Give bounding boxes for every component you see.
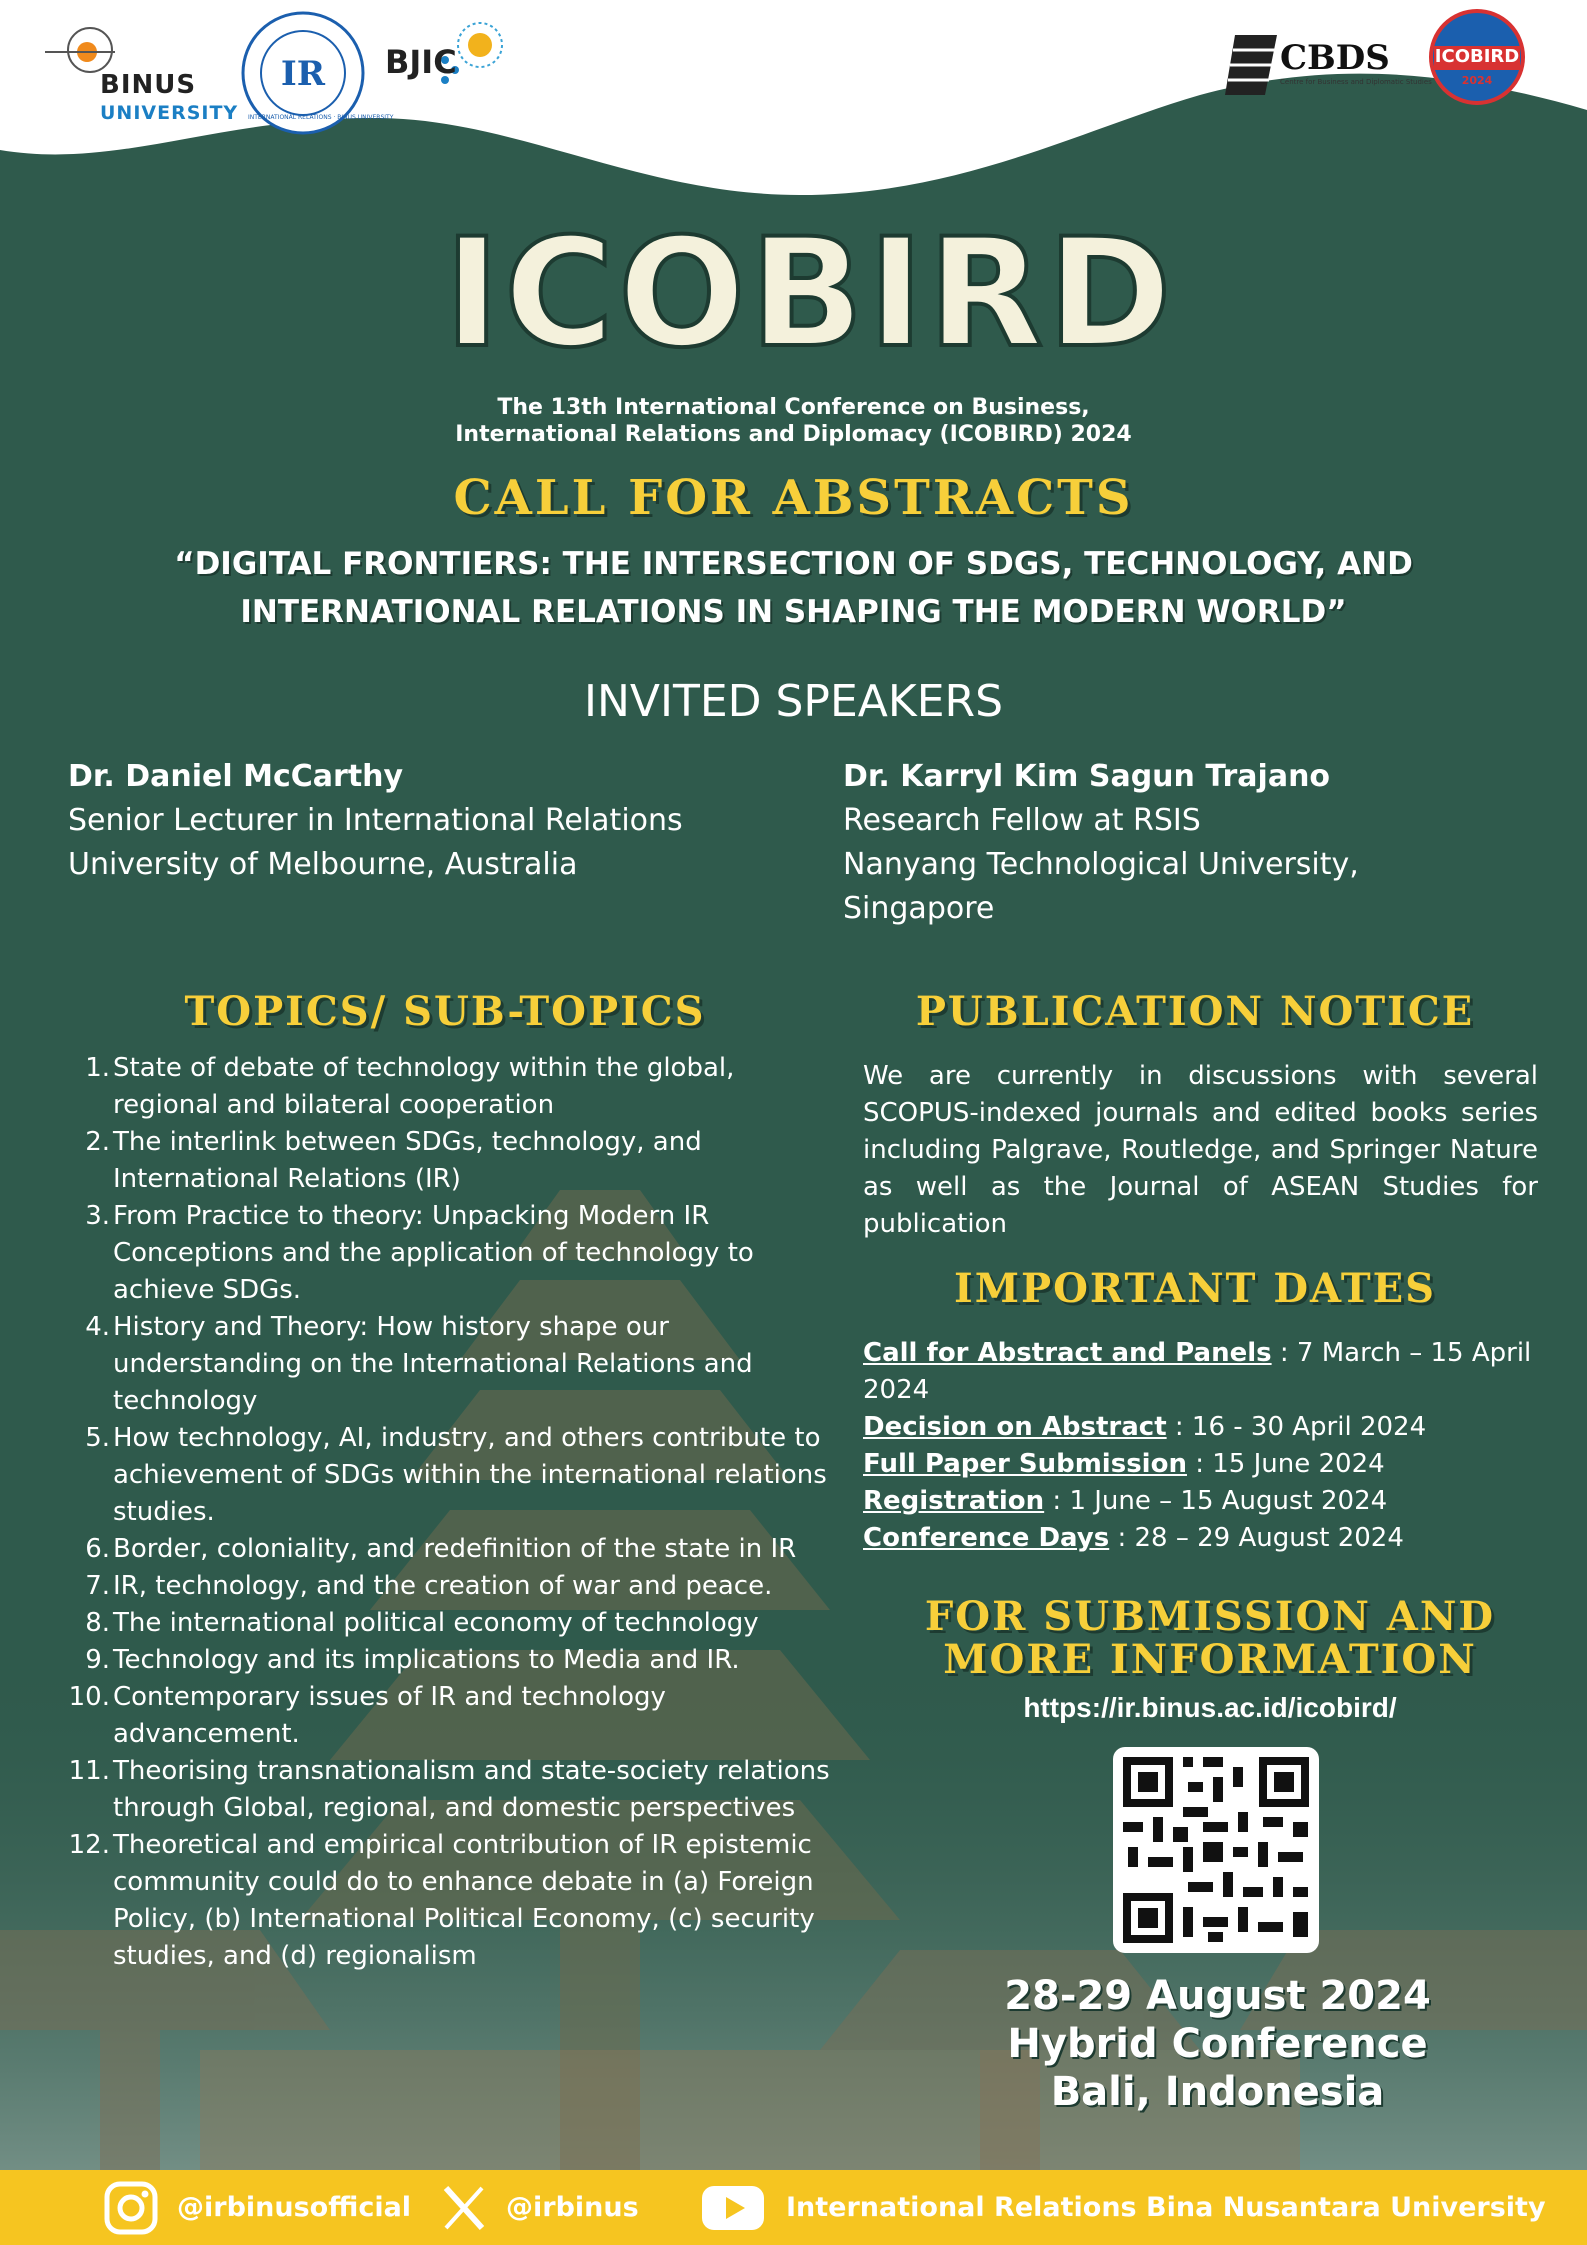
icobird-seal-label: ICOBIRD bbox=[1434, 46, 1520, 67]
binus-globe-icon bbox=[45, 18, 115, 78]
date-row bbox=[863, 1335, 1538, 1409]
list-item-number: 5. bbox=[85, 1423, 110, 1453]
instagram-link[interactable] bbox=[103, 2170, 411, 2245]
list-item-number: 6. bbox=[85, 1534, 110, 1564]
ir-department-seal bbox=[240, 10, 394, 136]
list-item-number: 7. bbox=[85, 1571, 110, 1601]
binus-university-logo bbox=[45, 18, 239, 128]
instagram-icon bbox=[103, 2180, 159, 2236]
youtube-icon bbox=[700, 2184, 766, 2232]
speaker-affiliation: University of Melbourne, Australia bbox=[68, 847, 578, 882]
event-mode: Hybrid Conference bbox=[1007, 2021, 1428, 2067]
date-value: : 28 – 29 August 2024 bbox=[1109, 1523, 1404, 1553]
binus-logo-text: BINUS bbox=[100, 70, 197, 100]
list-item-text: Theoretical and empirical contribution of IR epistemic community could do to enhance debate in (a) Foreign Policy, (b) International Political Economy, (c) security studies, and (d) regionalism bbox=[113, 1830, 815, 1971]
list-item bbox=[68, 1605, 838, 1642]
date-label: Decision on Abstract bbox=[863, 1412, 1167, 1442]
cbds-stripes-icon bbox=[1225, 35, 1277, 95]
list-item-text: Theorising transnationalism and state-society relations through Global, regional, and domestic perspectives bbox=[113, 1756, 830, 1823]
conference-theme bbox=[120, 540, 1467, 636]
bjic-label: BJIC bbox=[385, 43, 457, 81]
speaker-position: Research Fellow at RSIS bbox=[843, 803, 1201, 838]
date-value: : 15 June 2024 bbox=[1186, 1449, 1385, 1479]
date-label: Call for Abstract and Panels bbox=[863, 1338, 1272, 1368]
topics-heading: TOPICS/ SUB-TOPICS bbox=[184, 988, 706, 1035]
date-value: : 1 June – 15 August 2024 bbox=[1044, 1486, 1388, 1516]
list-item bbox=[68, 1198, 838, 1309]
university-logo-text: UNIVERSITY bbox=[100, 102, 239, 124]
date-value: : 7 March – 15 April 2024 bbox=[863, 1338, 1532, 1405]
speaker-name: Dr. Daniel McCarthy bbox=[68, 759, 404, 794]
speaker-position: Senior Lecturer in International Relations bbox=[68, 803, 683, 838]
icobird-seal-logo bbox=[1428, 8, 1526, 106]
invited-speakers-heading: INVITED SPEAKERS bbox=[583, 676, 1004, 727]
list-item-number: 1. bbox=[85, 1053, 110, 1083]
date-row bbox=[863, 1409, 1538, 1446]
event-details bbox=[860, 1972, 1575, 2116]
list-item-number: 2. bbox=[85, 1127, 110, 1157]
youtube-channel: International Relations Bina Nusantara University bbox=[786, 2192, 1546, 2223]
speaker-block bbox=[843, 755, 1533, 931]
x-link[interactable] bbox=[440, 2170, 639, 2245]
topics-list bbox=[68, 1050, 838, 1975]
list-item bbox=[68, 1568, 838, 1605]
list-item-number: 3. bbox=[85, 1201, 110, 1231]
date-row bbox=[863, 1520, 1538, 1557]
list-item-number: 9. bbox=[85, 1645, 110, 1675]
important-dates-heading: IMPORTANT DATES bbox=[954, 1265, 1436, 1312]
call-for-abstracts-heading: CALL FOR ABSTRACTS bbox=[453, 470, 1134, 526]
icobird-seal-year: 2024 bbox=[1461, 74, 1493, 87]
instagram-handle: @irbinusofficial bbox=[177, 2192, 412, 2223]
list-item bbox=[68, 1124, 838, 1198]
speaker-country: Singapore bbox=[843, 891, 995, 926]
list-item-number: 4. bbox=[85, 1312, 110, 1342]
event-date: 28-29 August 2024 bbox=[1004, 1973, 1431, 2019]
theme-line-1: “DIGITAL FRONTIERS: THE INTERSECTION OF SDGS, TECHNOLOGY, AND bbox=[174, 546, 1413, 582]
date-label: Registration bbox=[863, 1486, 1045, 1516]
speaker-affiliation: Nanyang Technological University, bbox=[843, 847, 1359, 882]
list-item bbox=[68, 1050, 838, 1124]
date-label: Conference Days bbox=[863, 1523, 1110, 1553]
list-item-text: IR, technology, and the creation of war and peace. bbox=[113, 1571, 773, 1601]
ir-seal-ring-text: INTERNATIONAL RELATIONS · BINUS UNIVERSITY bbox=[248, 114, 394, 121]
theme-line-2: INTERNATIONAL RELATIONS IN SHAPING THE MODERN WORLD” bbox=[240, 594, 1347, 630]
submission-heading bbox=[860, 1595, 1560, 1681]
youtube-link[interactable] bbox=[700, 2170, 1546, 2245]
cbds-logo bbox=[1225, 30, 1435, 100]
cbds-subtitle: Centre for Business and Diplomatic Studies bbox=[1280, 78, 1432, 86]
list-item bbox=[68, 1420, 838, 1531]
list-item bbox=[68, 1642, 838, 1679]
conference-full-title bbox=[0, 394, 1587, 448]
list-item bbox=[68, 1827, 838, 1975]
list-item bbox=[68, 1679, 838, 1753]
speaker-block bbox=[68, 755, 828, 887]
list-item-text: How technology, AI, industry, and others contribute to achievement of SDGs within the international relations studies. bbox=[113, 1423, 827, 1527]
submission-url-link[interactable]: https://ir.binus.ac.id/icobird/ bbox=[1023, 1692, 1397, 1723]
x-handle: @irbinus bbox=[506, 2192, 639, 2223]
list-item-number: 8. bbox=[85, 1608, 110, 1638]
date-row bbox=[863, 1446, 1538, 1483]
list-item bbox=[68, 1531, 838, 1568]
qr-code-icon bbox=[1113, 1747, 1319, 1953]
list-item-text: The interlink between SDGs, technology, and International Relations (IR) bbox=[113, 1127, 702, 1194]
list-item-number: 11. bbox=[68, 1756, 110, 1786]
date-label: Full Paper Submission bbox=[863, 1449, 1187, 1479]
bjic-logo bbox=[385, 15, 515, 110]
list-item-number: 10. bbox=[68, 1682, 110, 1712]
hero-title-text: ICOBIRD bbox=[444, 207, 1176, 381]
publication-notice-heading: PUBLICATION NOTICE bbox=[915, 988, 1475, 1035]
list-item-text: Technology and its implications to Media and IR. bbox=[113, 1645, 740, 1675]
qr-code[interactable] bbox=[1113, 1747, 1319, 1953]
x-icon bbox=[440, 2184, 488, 2232]
list-item-number: 12. bbox=[68, 1830, 110, 1860]
list-item-text: History and Theory: How history shape our understanding on the International Relations and technology bbox=[113, 1312, 753, 1416]
submission-heading-line-1: FOR SUBMISSION AND bbox=[924, 1593, 1496, 1640]
list-item-text: From Practice to theory: Unpacking Modern IR Conceptions and the application of technology to achieve SDGs. bbox=[113, 1201, 754, 1305]
list-item bbox=[68, 1309, 838, 1420]
list-item-text: Border, coloniality, and redefinition of the state in IR bbox=[113, 1534, 797, 1564]
list-item-text: Contemporary issues of IR and technology advancement. bbox=[113, 1682, 666, 1749]
publication-notice-text: We are currently in discussions with several SCOPUS-indexed journals and edited books series including Palgrave, Routledge, and Springer Nature as well as the Journal of ASEAN Studies for publication bbox=[863, 1061, 1538, 1239]
ir-seal-label: IR bbox=[280, 54, 326, 94]
date-value: : 16 - 30 April 2024 bbox=[1166, 1412, 1427, 1442]
important-dates-list bbox=[863, 1335, 1538, 1557]
conference-title-line-1: The 13th International Conference on Business, bbox=[497, 395, 1090, 420]
list-item bbox=[68, 1753, 838, 1827]
event-location: Bali, Indonesia bbox=[1050, 2069, 1385, 2115]
date-row bbox=[863, 1483, 1538, 1520]
conference-title-line-2: International Relations and Diplomacy (ICOBIRD) 2024 bbox=[455, 422, 1132, 447]
icobird-hero-title bbox=[370, 185, 1250, 380]
social-footer bbox=[0, 2170, 1587, 2245]
list-item-text: The international political economy of technology bbox=[113, 1608, 759, 1638]
speaker-name: Dr. Karryl Kim Sagun Trajano bbox=[843, 759, 1331, 794]
cbds-label: CBDS bbox=[1280, 38, 1390, 78]
list-item-text: State of debate of technology within the global, regional and bilateral cooperation bbox=[113, 1053, 735, 1120]
submission-heading-line-2: MORE INFORMATION bbox=[943, 1636, 1477, 1683]
